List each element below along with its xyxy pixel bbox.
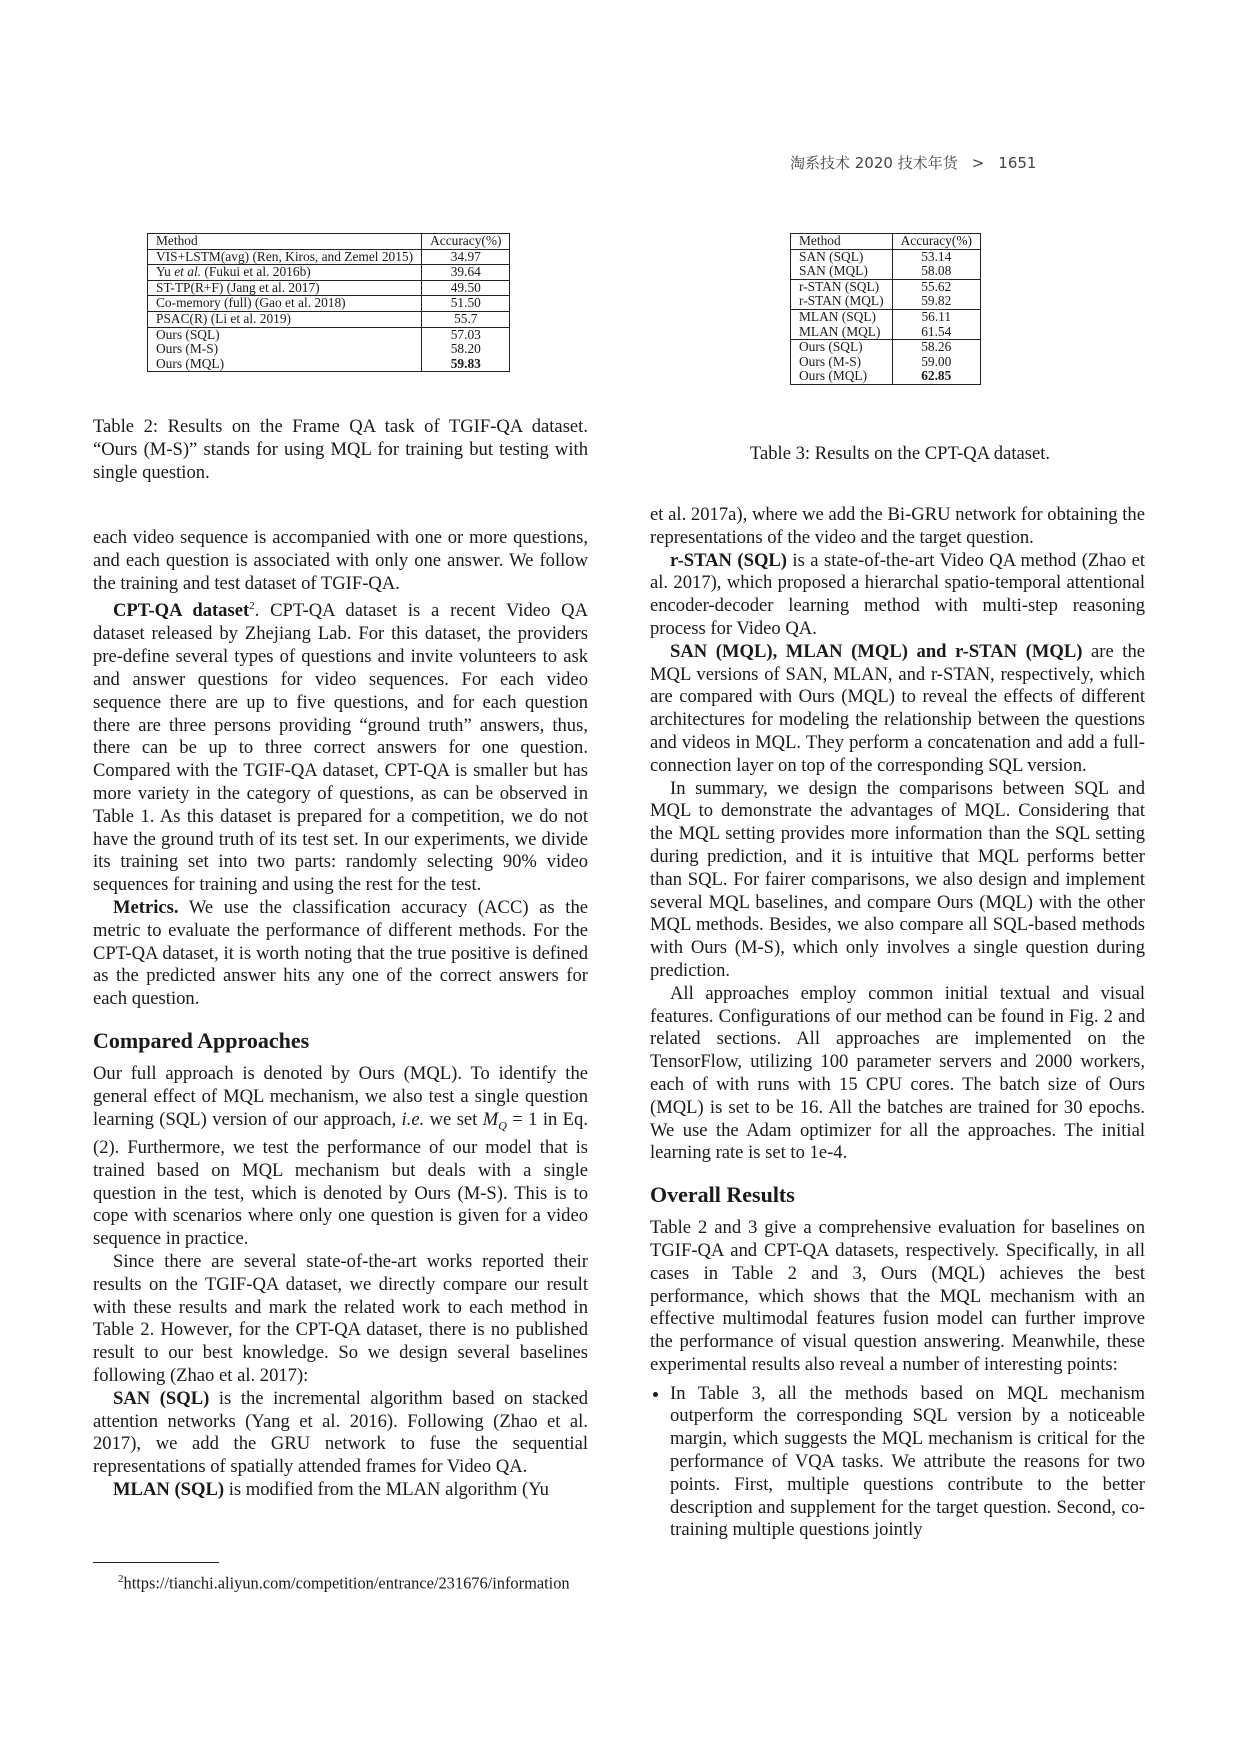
bullet-list [650, 1383, 1145, 1543]
paragraph: et al. 2017a), where we add the Bi-GRU network for obtaining the representations of the video and the target question. [650, 504, 1145, 548]
page-header [790, 152, 1060, 173]
footnote: $^2$https://tianchi.aliyun.com/competition/entrance/231676/information [118, 1573, 570, 1593]
accuracy-cell: 58.20 [422, 342, 510, 357]
paragraph-san-sql: SAN (SQL) is the incremental algorithm based on stacked attention networks (Yang et al. 2016). Following (Zhao et al. 2017), we add the GRU network to fuse the sequential representations of spatially attended frames for Video QA. [93, 1387, 588, 1478]
accuracy-cell: 59.00 [892, 355, 980, 370]
section-heading-compared-approaches: Compared Approaches [93, 1027, 310, 1053]
accuracy-cell: 53.14 [892, 249, 980, 264]
table-row [148, 357, 510, 372]
paragraph-r-stan-sql: r-STAN (SQL) is a state-of-the-art Video QA method (Zhao et al. 2017), which proposed a hierarchal spatio-temporal attentional encoder-decoder learning method with multi-step reasoning process for Video QA. [650, 549, 1145, 639]
footnote-rule [93, 1562, 219, 1563]
table-header-row [791, 234, 981, 250]
method-cell: Ours (MQL) [791, 369, 893, 384]
accuracy-cell: 49.50 [422, 280, 510, 296]
accuracy-cell: 59.82 [892, 294, 980, 309]
left-column [93, 527, 588, 1502]
table-row [148, 296, 510, 312]
table-row [791, 264, 981, 279]
table-row [148, 280, 510, 296]
section-heading-overall-results: Overall Results [650, 1182, 795, 1208]
list-item: • In Table 3, all the methods based on MQL mechanism outperform the corresponding SQL version by a noticeable margin, which suggests the MQL mechanism is critical for the performance of VQA tasks. We attribute the reasons for two points. First, multiple questions contribute to the better description and supplement for the target question. Second, co-training multiple questions jointly [670, 1383, 1145, 1543]
page-number: 1651 [998, 154, 1037, 172]
method-cell: ST-TP(R+F) (Jang et al. 2017) [148, 280, 422, 296]
method-cell: Ours (SQL) [148, 327, 422, 342]
accuracy-cell: 55.62 [892, 279, 980, 294]
method-cell: VIS+LSTM(avg) (Ren, Kiros, and Zemel 2015) [148, 249, 422, 265]
paragraph: each video sequence is accompanied with one or more questions, and each question is associated with only one answer. We follow the training and test dataset of TGIF-QA. [93, 527, 588, 594]
table-row [791, 249, 981, 264]
column-header-accuracy: Accuracy(%) [422, 234, 510, 250]
table-row [791, 325, 981, 340]
method-cell: r-STAN (MQL) [791, 294, 893, 309]
table-row [791, 279, 981, 294]
method-cell: Co-memory (full) (Gao et al. 2018) [148, 296, 422, 312]
paragraph-cpt-qa-dataset: CPT-QA dataset$^2$. CPT-QA dataset is a recent Video QA dataset released by Zhejiang Lab. For this dataset, the providers pre-define several types of questions and invite volunteers to ask and answer questions for video sequences. For each video sequence there are up to five questions, and for each question there are three persons providing “ground truth” answers, thus, there can be up to three correct answers for one question. Compared with the TGIF-QA dataset, CPT-QA is smaller but has more variety in the category of questions, as can be observed in Table 1. As this dataset is prepared for a competition, we do not have the ground truth of its test set. In our experiments, we divide its training set into two parts: randomly selecting 90% video sequences for training and using the rest for the test. [93, 600, 588, 896]
accuracy-cell: 56.11 [892, 309, 980, 324]
paragraph: All approaches employ common initial textual and visual features. Configurations of our method can be found in Fig. 2 and related sections. All approaches are implemented on the TensorFlow, utilizing 100 parameter servers and 2000 workers, each of with runs with 15 CPU cores. The batch size of Ours (MQL) is set to be 16. All the batches are trained for 30 epochs. We use the Adam optimizer for all the approaches. The initial learning rate is set to 1e-4. [650, 982, 1145, 1164]
accuracy-cell: 34.97 [422, 249, 510, 265]
accuracy-cell: 55.7 [422, 311, 510, 327]
table-row [791, 294, 981, 309]
table-row [791, 355, 981, 370]
column-header-accuracy: Accuracy(%) [892, 234, 980, 250]
table-row [791, 340, 981, 355]
accuracy-cell: 39.64 [422, 265, 510, 281]
table-row [791, 369, 981, 384]
accuracy-cell: 62.85 [892, 369, 980, 384]
method-cell: r-STAN (SQL) [791, 279, 893, 294]
method-cell: MLAN (SQL) [791, 309, 893, 324]
column-header-method: Method [148, 234, 422, 250]
method-cell: PSAC(R) (Li et al. 2019) [148, 311, 422, 327]
table-row [148, 311, 510, 327]
paragraph-metrics: Metrics. We use the classification accuracy (ACC) as the metric to evaluate the performance of different methods. For the CPT-QA dataset, it is worth noting that the true positive is defined as the predicted answer hits any one of the correct answers for each question. [93, 896, 588, 1010]
method-cell: SAN (MQL) [791, 264, 893, 279]
paragraph: Since there are several state-of-the-art works reported their results on the TGIF-QA dataset, we directly compare our result with these results and mark the related work to each method in Table 2. However, for the CPT-QA dataset, there is no published result to our best knowledge. So we design several baselines following (Zhao et al. 2017): [93, 1251, 588, 1386]
accuracy-cell: 57.03 [422, 327, 510, 342]
method-cell: Yu et al. (Fukui et al. 2016b) [148, 265, 422, 281]
table-row [148, 249, 510, 265]
accuracy-cell: 58.26 [892, 340, 980, 355]
method-cell: Ours (M-S) [148, 342, 422, 357]
header-separator: > [971, 154, 985, 172]
table-3-caption: Table 3: Results on the CPT-QA dataset. [749, 443, 1051, 464]
accuracy-cell: 59.83 [422, 357, 510, 372]
accuracy-cell: 51.50 [422, 296, 510, 312]
right-column [650, 504, 1145, 1542]
table-2-caption: Table 2: Results on the Frame QA task of TGIF-QA dataset. “Ours (M-S)” stands for using MQL for training but testing with single question. [93, 416, 588, 483]
table-row [148, 342, 510, 357]
accuracy-cell: 61.54 [892, 325, 980, 340]
paragraph-mlan-sql: MLAN (SQL) is modified from the MLAN algorithm (Yu [113, 1478, 549, 1500]
method-cell: MLAN (MQL) [791, 325, 893, 340]
paragraph: Table 2 and 3 give a comprehensive evaluation for baselines on TGIF-QA and CPT-QA datasets, respectively. Specifically, in all cases in Table 2 and 3, Ours (MQL) achieves the best performance, which shows that the MQL mechanism with an effective multimodal features fusion model can further improve the performance of visual question answering. Meanwhile, these experimental results also reveal a number of interesting points: [650, 1217, 1145, 1375]
table-row [791, 309, 981, 324]
table-row [148, 265, 510, 281]
footnote-link[interactable]: https://tianchi.aliyun.com/competition/entrance/231676/information [123, 1573, 570, 1593]
paragraph-mql-versions: SAN (MQL), MLAN (MQL) and r-STAN (MQL) are the MQL versions of SAN, MLAN, and r-STAN, respectively, which are compared with Ours (MQL) to reveal the effects of different architectures for modeling the relationship between the questions and videos in MQL. They perform a concatenation and add a full-connection layer on top of the corresponding SQL version. [650, 640, 1145, 776]
paragraph: In summary, we design the comparisons between SQL and MQL to demonstrate the advantages of MQL. Considering that the MQL setting provides more information than the SQL setting during prediction, and it is intuitive that MQL performs better than SQL. For fairer comparisons, we also design and implement several MQL baselines, and compare Ours (MQL) with the other MQL methods. Besides, we also compare all SQL-based methods with Ours (M-S), which only involves a single question during prediction. [650, 777, 1145, 981]
table-2 [147, 233, 510, 372]
accuracy-cell: 58.08 [892, 264, 980, 279]
method-cell: Ours (SQL) [791, 340, 893, 355]
table-3 [790, 233, 981, 385]
paragraph: Our full approach is denoted by Ours (MQL). To identify the general effect of MQL mechanism, we also test a single question learning (SQL) version of our approach, i.e. we set $M_Q = 1$ in Eq. (2). Furthermore, we test the performance of our model that is trained based on MQL mechanism but deals with a single question in the test, which is denoted by Ours (M-S). This is to cope with scenarios where only one question is given for a video sequence in practice. [93, 1062, 588, 1250]
method-cell: SAN (SQL) [791, 249, 893, 264]
header-title: 淘系技术 2020 技术年货 [790, 154, 958, 172]
table-row [148, 327, 510, 342]
method-cell: Ours (M-S) [791, 355, 893, 370]
column-header-method: Method [791, 234, 893, 250]
method-cell: Ours (MQL) [148, 357, 422, 372]
table-header-row [148, 234, 510, 250]
